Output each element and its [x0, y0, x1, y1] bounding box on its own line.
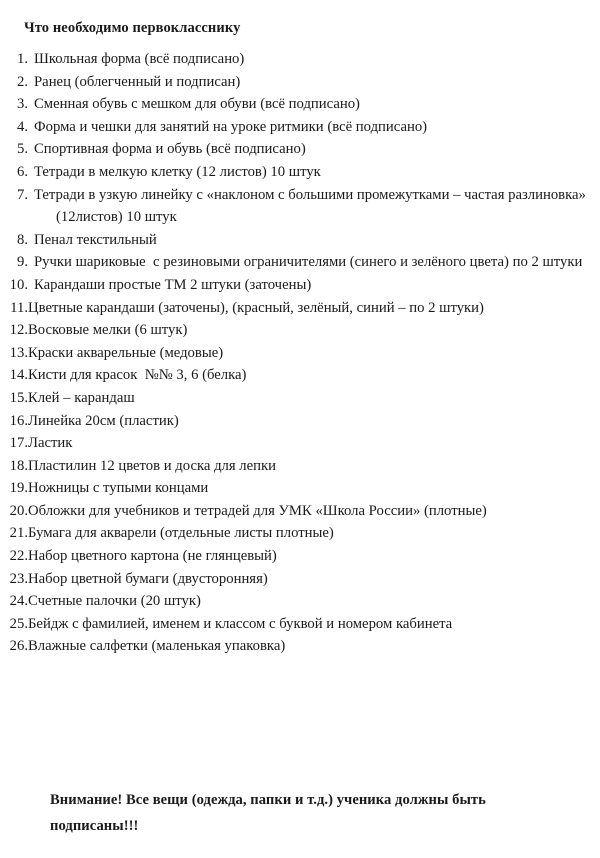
list-item-number: 11.: [10, 299, 28, 316]
list-item-number: 10.: [9, 276, 28, 293]
list-item-text: Карандаши простые ТМ 2 штуки (заточены): [34, 276, 312, 293]
list-item-number: 15.: [9, 389, 28, 406]
list-item: [0, 635, 600, 658]
list-item: [0, 477, 600, 500]
list-item: [0, 229, 600, 252]
list-item-text: Ранец (облегченный и подписан): [34, 73, 241, 90]
list-item: [0, 93, 600, 116]
list-item-number: 6.: [16, 163, 28, 180]
list-item: [0, 71, 600, 94]
list-item-text: Набор цветного картона (не глянцевый): [28, 548, 277, 565]
list-item: [0, 455, 600, 478]
list-item-text: Форма и чешки для занятий на уроке ритмики (всё подписано): [34, 118, 428, 135]
list-item-text: Пенал текстильный: [34, 231, 157, 248]
list-item-text: Набор цветной бумаги (двусторонняя): [28, 570, 268, 587]
list-item-text: Краски акварельные (медовые): [28, 344, 224, 361]
list-item-number: 8.: [16, 231, 28, 248]
list-item-text: Восковые мелки (6 штук): [28, 322, 188, 339]
list-item-number: 7.: [16, 186, 28, 203]
list-item-number: 21.: [9, 525, 28, 542]
list-item: [0, 387, 600, 410]
list-item-number: 2.: [16, 73, 28, 90]
list-item: [0, 568, 600, 591]
list-item: [0, 161, 600, 184]
list-item: [0, 590, 600, 613]
list-item: [0, 251, 600, 274]
list-item: [0, 522, 600, 545]
list-item-number: 13.: [9, 344, 28, 361]
list-item-number: 9.: [16, 254, 28, 271]
list-item: [0, 48, 600, 71]
list-item-text: Школьная форма (всё подписано): [34, 51, 245, 67]
list-item-number: 20.: [9, 502, 28, 519]
list-item-number: 3.: [16, 96, 28, 113]
list-item: [0, 545, 600, 568]
list-item: [0, 297, 600, 320]
list-item-number: 25.: [9, 615, 28, 632]
list-item-number: 12.: [9, 322, 28, 339]
list-item-text: Ножницы с тупыми концами: [28, 480, 209, 497]
list-item-text: Тетради в мелкую клетку (12 листов) 10 штук: [34, 163, 321, 180]
list-item-number: 19.: [9, 480, 28, 497]
list-item: [0, 319, 600, 342]
list-item-number: 24.: [9, 593, 28, 610]
list-item: [0, 342, 600, 365]
attention-notice: Внимание! Все вещи (одежда, папки и т.д.) ученика должны быть подписаны!!!: [50, 792, 486, 834]
list-item-text: Тетради в узкую линейку с «наклоном с большими промежутками – частая разлиновка» (12листов) 10 штук: [34, 186, 590, 226]
list-item-text: Линейка 20см (пластик): [28, 412, 179, 429]
list-item-text: Бейдж с фамилией, именем и классом с буквой и номером кабинета: [28, 615, 453, 632]
list-item-text: Пластилин 12 цветов и доска для лепки: [28, 457, 277, 474]
list-item: [0, 364, 600, 387]
page-title: Что необходимо первокласснику: [24, 19, 241, 36]
list-item-text: Клей – карандаш: [28, 389, 135, 406]
list-item-number: 26.: [9, 638, 28, 655]
list-item-text: Влажные салфетки (маленькая упаковка): [28, 638, 286, 655]
list-item-text: Обложки для учебников и тетрадей для УМК «Школа России» (плотные): [28, 502, 487, 519]
list-item: [0, 184, 600, 229]
list-item-number: 14.: [9, 367, 28, 384]
list-item-text: Бумага для акварели (отдельные листы плотные): [28, 525, 334, 542]
list-item-text: Сменная обувь с мешком для обуви (всё подписано): [34, 96, 360, 113]
list-item-text: Ручки шариковые с резиновыми ограничителями (синего и зелёного цвета) по 2 штуки: [34, 254, 583, 271]
list-item: [0, 138, 600, 161]
list-item: [0, 116, 600, 139]
list-item: [0, 274, 600, 297]
list-item-number: 22.: [9, 548, 28, 565]
list-item-text: Цветные карандаши (заточены), (красный, зелёный, синий – по 2 штуки): [28, 299, 484, 316]
list-item: [0, 500, 600, 523]
supplies-list: [0, 48, 600, 658]
list-item-text: Счетные палочки (20 штук): [28, 593, 201, 610]
list-item: [0, 410, 600, 433]
list-item-number: 23.: [9, 570, 28, 587]
list-item-number: 1.: [16, 51, 28, 67]
list-item-text: Спортивная форма и обувь (всё подписано): [34, 141, 306, 158]
list-item-number: 18.: [9, 457, 28, 474]
list-item-number: 4.: [16, 118, 28, 135]
list-item: [0, 432, 600, 455]
list-item: [0, 613, 600, 636]
list-item-number: 17.: [9, 435, 28, 452]
list-item-number: 16.: [9, 412, 28, 429]
list-item-text: Кисти для красок №№ 3, 6 (белка): [28, 367, 247, 384]
list-item-text: Ластик: [28, 435, 73, 452]
list-item-number: 5.: [16, 141, 28, 158]
